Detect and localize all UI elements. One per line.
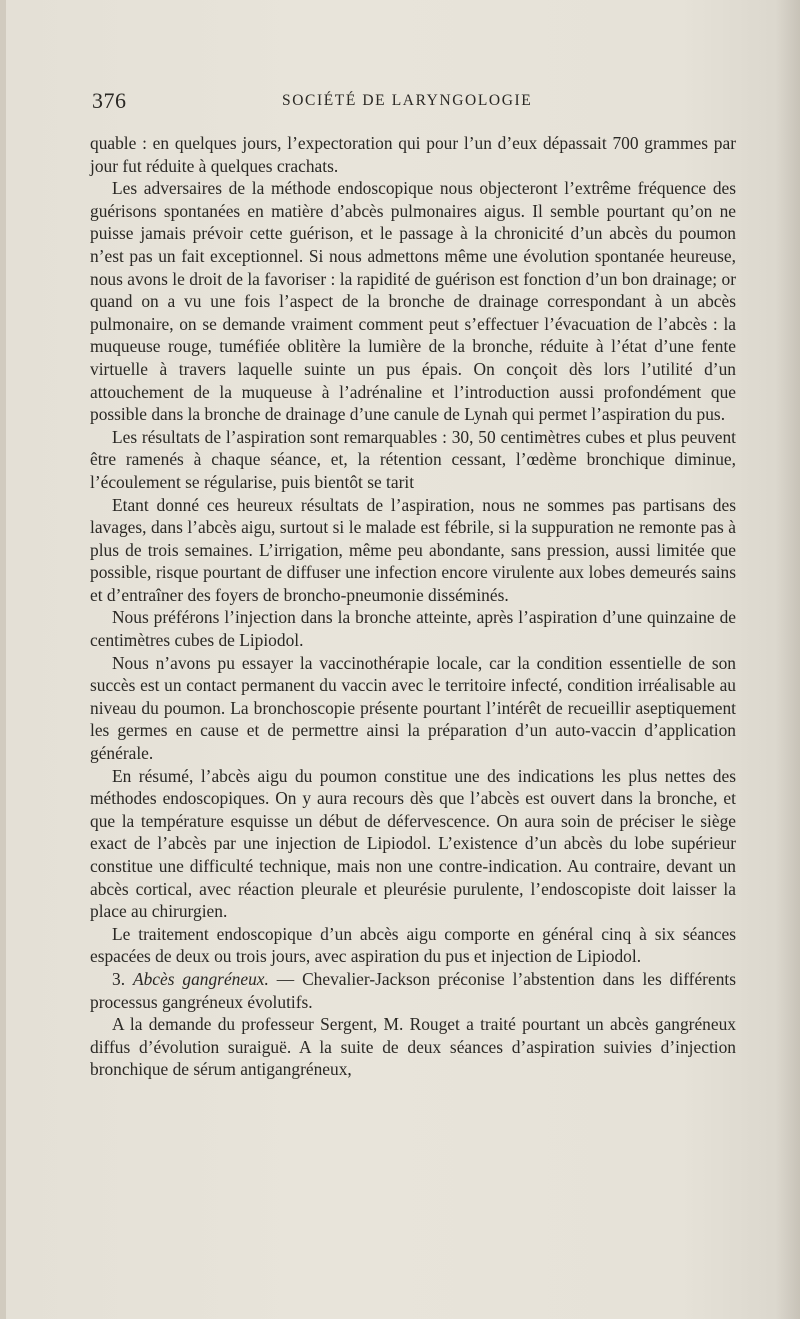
paragraph: Le traitement endoscopique d’un abcès aigu comporte en général cinq à six séances espacées de deux ou trois jours, avec aspiration du pus et injection de Lipiodol.	[90, 923, 736, 967]
section-title: Abcès gangréneux.	[132, 968, 269, 989]
page-number: 376	[92, 88, 127, 113]
running-head: SOCIÉTÉ DE LARYNGOLOGIE	[282, 92, 533, 109]
body-text	[90, 132, 736, 1081]
page-header	[92, 88, 734, 116]
paragraph: Les adversaires de la méthode endoscopique nous objecteront l’extrême fréquence des guérisons spontanées en matière d’abcès pulmonaires aigus. Il semble pourtant qu’on ne puisse jamais prévoir cette guérison, et le passage à la chronicité d’un abcès du poumon n’est pas un fait exceptionnel. Si nous admettons même une évolution spontanée heureuse, nous avons le droit de la favoriser : la rapidité de guérison est fonction d’un bon drainage; or quand on a vu une fois l’aspect de la bronche de drainage correspondant à un abcès pulmonaire, on se demande vraiment comment peut s’effectuer l’évacuation de l’abcès : la muqueuse rouge, tuméfiée oblitère la lumière de la bronche, réduite à l’état d’une fente virtuelle à travers laquelle suinte un pus épais. On conçoit dès lors l’utilité d’un attouchement de la muqueuse à l’adrénaline et l’introduction aussi profondément que possible dans la bronche de drainage d’une canule de Lynah qui permet l’aspiration du pus.	[90, 178, 736, 425]
section-paragraph	[90, 968, 736, 1013]
paragraph: Nous n’avons pu essayer la vaccinothérapie locale, car la condition essentielle de son succès est un contact permanent du vaccin avec le territoire infecté, condition irréalisable au niveau du poumon. La bronchoscopie présente pourtant l’intérêt de recueillir aseptiquement les germes en cause et de permettre ainsi la préparation d’un auto-vaccin d’application générale.	[90, 652, 736, 764]
paragraph: A la demande du professeur Sergent, M. Rouget a traité pourtant un abcès gangréneux diffus d’évolution suraiguë. A la suite de deux séances d’aspiration suivies d’injection bronchique de sérum antigangréneux,	[90, 1014, 736, 1080]
paragraph: quable : en quelques jours, l’expectoration qui pour l’un d’eux dépassait 700 grammes par jour fut réduite à quelques crachats.	[90, 133, 736, 176]
section-number: 3.	[112, 968, 126, 989]
paragraph: Etant donné ces heureux résultats de l’aspiration, nous ne sommes pas partisans des lavages, dans l’abcès aigu, surtout si le malade est fébrile, si la suppuration ne remonte pas à plus de trois semaines. L’irrigation, même peu abondante, sans pression, aussi limitée que possible, risque pourtant de diffuser une infection encore virulente aux lobes demeurés sains et d’entraîner des foyers de broncho-pneumonie disséminés.	[90, 494, 736, 605]
page-edge-right	[776, 0, 800, 1319]
paragraph: Les résultats de l’aspiration sont remarquables : 30, 50 centimètres cubes et plus peuvent être ramenés à chaque séance, et, la rétention cessant, l’œdème bronchique diminue, l’écoulement se régularise, puis bientôt se tarit	[90, 426, 736, 492]
page-edge-left	[0, 0, 6, 1319]
paragraph: En résumé, l’abcès aigu du poumon constitue une des indications les plus nettes des méthodes endoscopiques. On y aura recours dès que l’abcès est ouvert dans la bronche, et que la température esquisse un début de défervescence. On aura soin de préciser le siège exact de l’abcès par une injection de Lipiodol. L’existence d’un abcès du lobe supérieur constitue une difficulté technique, mais non une contre-indication. Au contraire, devant un abcès cortical, avec réaction pleurale et pleurésie purulente, l’endoscopiste doit laisser la place au chirurgien.	[90, 765, 736, 922]
paragraph: Nous préférons l’injection dans la bronche atteinte, après l’aspiration d’une quinzaine de centimètres cubes de Lipiodol.	[90, 607, 736, 651]
section-text: — Chevalier-Jackson préconise l’abstention dans les différents processus gangréneux évolutifs.	[90, 968, 736, 1012]
